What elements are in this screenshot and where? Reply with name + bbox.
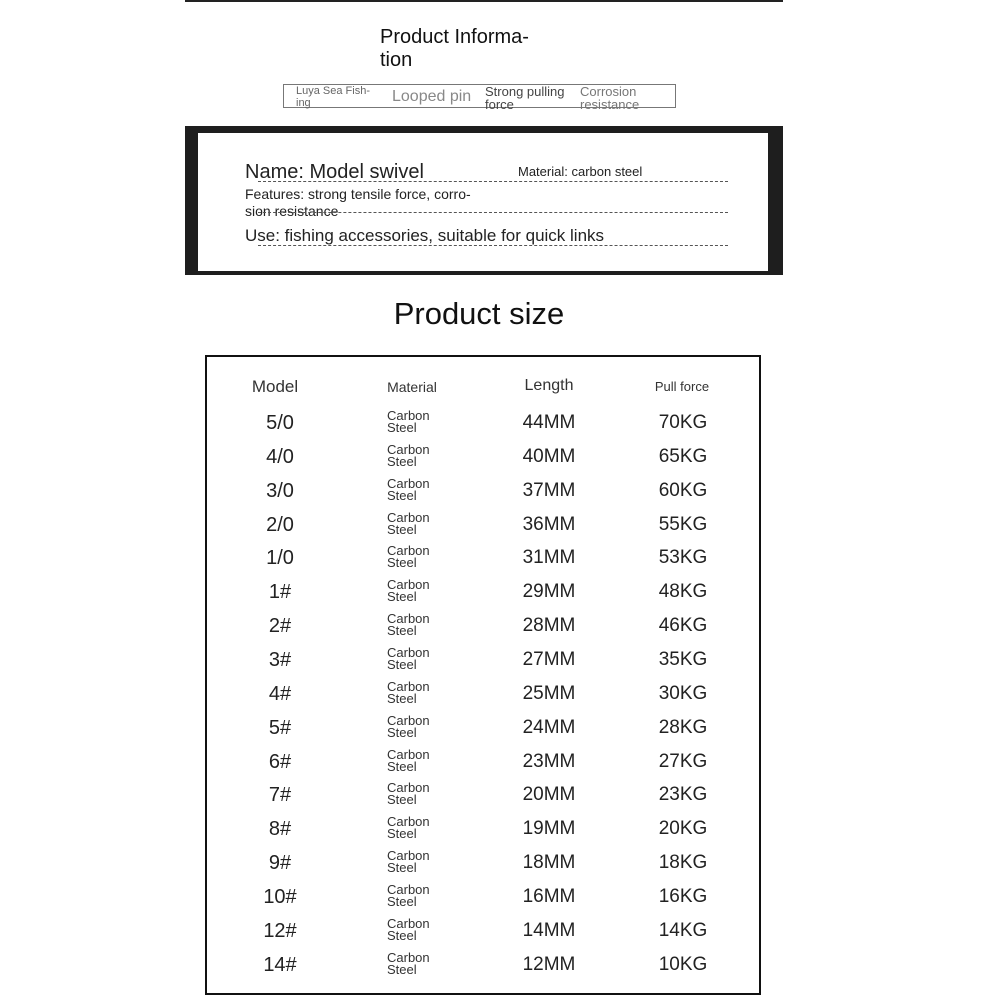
- cell-length: 36MM: [522, 513, 576, 535]
- cell-model: 12#: [263, 919, 297, 942]
- cell-material: Carbon Steel: [387, 848, 430, 876]
- table-row: [207, 844, 759, 878]
- table-row: [207, 607, 759, 641]
- cell-pull-force: 46KG: [658, 615, 708, 637]
- top-divider: [185, 0, 783, 2]
- cell-length: 44MM: [522, 412, 576, 433]
- tag-strong-pulling-force: Strong pulling force: [485, 84, 565, 112]
- table-row: [207, 404, 759, 438]
- info-features: Features: strong tensile force, corro- sion resistance: [245, 186, 471, 219]
- table-row: [207, 776, 759, 810]
- cell-pull-force: 70KG: [658, 412, 708, 433]
- table-row: [207, 539, 759, 573]
- cell-length: 24MM: [522, 716, 576, 738]
- dashed-divider: [258, 212, 728, 213]
- cell-material: Carbon Steel: [387, 543, 430, 571]
- cell-material: Carbon Steel: [387, 712, 430, 740]
- table-row: [207, 709, 759, 743]
- cell-model: 3/0: [266, 479, 294, 502]
- cell-length: 25MM: [522, 682, 576, 704]
- cell-model: 9#: [268, 852, 292, 875]
- cell-pull-force: 55KG: [658, 513, 708, 535]
- table-row: [207, 506, 759, 540]
- cell-length: 31MM: [522, 547, 576, 569]
- cell-length: 14MM: [522, 919, 576, 941]
- cell-length: 29MM: [522, 581, 576, 603]
- table-row: [207, 912, 759, 946]
- cell-model: 2#: [268, 615, 292, 638]
- cell-length: 19MM: [522, 818, 576, 840]
- cell-model: 1#: [268, 581, 292, 604]
- cell-pull-force: 35KG: [658, 648, 708, 670]
- feature-tags-bar: [283, 84, 676, 112]
- cell-model: 7#: [268, 784, 292, 807]
- cell-model: 5/0: [266, 412, 294, 434]
- cell-model: 3#: [268, 648, 292, 671]
- cell-length: 20MM: [522, 784, 576, 806]
- product-info-panel: [198, 133, 768, 271]
- cell-length: 18MM: [522, 852, 576, 874]
- table-row: [207, 438, 759, 472]
- cell-length: 12MM: [522, 953, 576, 975]
- cell-material: Carbon Steel: [387, 915, 430, 943]
- cell-length: 16MM: [522, 885, 576, 907]
- cell-material: Carbon Steel: [387, 577, 430, 605]
- cell-length: 28MM: [522, 615, 576, 637]
- cell-length: 37MM: [522, 479, 576, 501]
- cell-pull-force: 53KG: [658, 547, 708, 569]
- cell-material: Carbon Steel: [387, 746, 430, 774]
- cell-material: Carbon Steel: [387, 408, 430, 435]
- header-pull-force: Pull force: [654, 379, 710, 394]
- cell-pull-force: 14KG: [658, 919, 708, 941]
- dashed-divider: [258, 245, 728, 246]
- cell-pull-force: 28KG: [658, 716, 708, 738]
- cell-material: Carbon Steel: [387, 441, 430, 469]
- cell-pull-force: 60KG: [658, 479, 708, 501]
- cell-material: Carbon Steel: [387, 881, 430, 909]
- dashed-divider: [258, 181, 728, 182]
- cell-material: Carbon Steel: [387, 475, 430, 503]
- cell-pull-force: 20KG: [658, 818, 708, 840]
- cell-model: 14#: [263, 953, 297, 976]
- table-row: [207, 573, 759, 607]
- cell-material: Carbon Steel: [387, 814, 430, 842]
- cell-pull-force: 16KG: [658, 885, 708, 907]
- cell-model: 2/0: [266, 513, 294, 536]
- cell-material: Carbon Steel: [387, 780, 430, 808]
- table-row: [207, 472, 759, 506]
- header-material: Material: [387, 379, 437, 395]
- cell-pull-force: 30KG: [658, 682, 708, 704]
- cell-material: Carbon Steel: [387, 644, 430, 672]
- cell-material: Carbon Steel: [387, 949, 430, 977]
- cell-model: 10#: [263, 885, 297, 908]
- product-info-frame: [185, 126, 783, 275]
- cell-pull-force: 48KG: [658, 581, 708, 603]
- size-table: [205, 355, 761, 995]
- cell-pull-force: 18KG: [658, 852, 708, 874]
- info-material: Material: carbon steel: [518, 164, 643, 179]
- product-information-title: Product Informa- tion: [380, 26, 529, 71]
- cell-material: Carbon Steel: [387, 509, 430, 537]
- cell-pull-force: 10KG: [658, 953, 708, 975]
- cell-model: 4#: [268, 682, 292, 705]
- table-row: [207, 675, 759, 709]
- table-row: [207, 743, 759, 777]
- header-length: Length: [524, 377, 574, 394]
- tag-looped-pin: Looped pin: [392, 88, 472, 105]
- table-row: [207, 946, 759, 980]
- cell-model: 1/0: [266, 547, 294, 570]
- cell-pull-force: 27KG: [658, 750, 708, 772]
- cell-length: 40MM: [522, 445, 576, 467]
- cell-model: 5#: [268, 716, 292, 739]
- tag-luya-sea-fishing: Luya Sea Fish- ing: [296, 85, 370, 109]
- cell-length: 23MM: [522, 750, 576, 772]
- table-row: [207, 641, 759, 675]
- table-row: [207, 810, 759, 844]
- tag-corrosion-resistance: Corrosion resistance: [580, 84, 640, 112]
- product-size-title: Product size: [393, 296, 565, 331]
- table-row: [207, 878, 759, 912]
- cell-model: 4/0: [266, 445, 294, 468]
- cell-pull-force: 65KG: [658, 445, 708, 467]
- header-model: Model: [251, 377, 299, 396]
- cell-material: Carbon Steel: [387, 611, 430, 639]
- info-use: Use: fishing accessories, suitable for quick links: [245, 226, 605, 245]
- cell-material: Carbon Steel: [387, 678, 430, 706]
- cell-model: 8#: [268, 818, 292, 841]
- cell-length: 27MM: [522, 648, 576, 670]
- info-name: Name: Model swivel: [245, 161, 424, 183]
- cell-model: 6#: [268, 750, 292, 773]
- cell-pull-force: 23KG: [658, 784, 708, 806]
